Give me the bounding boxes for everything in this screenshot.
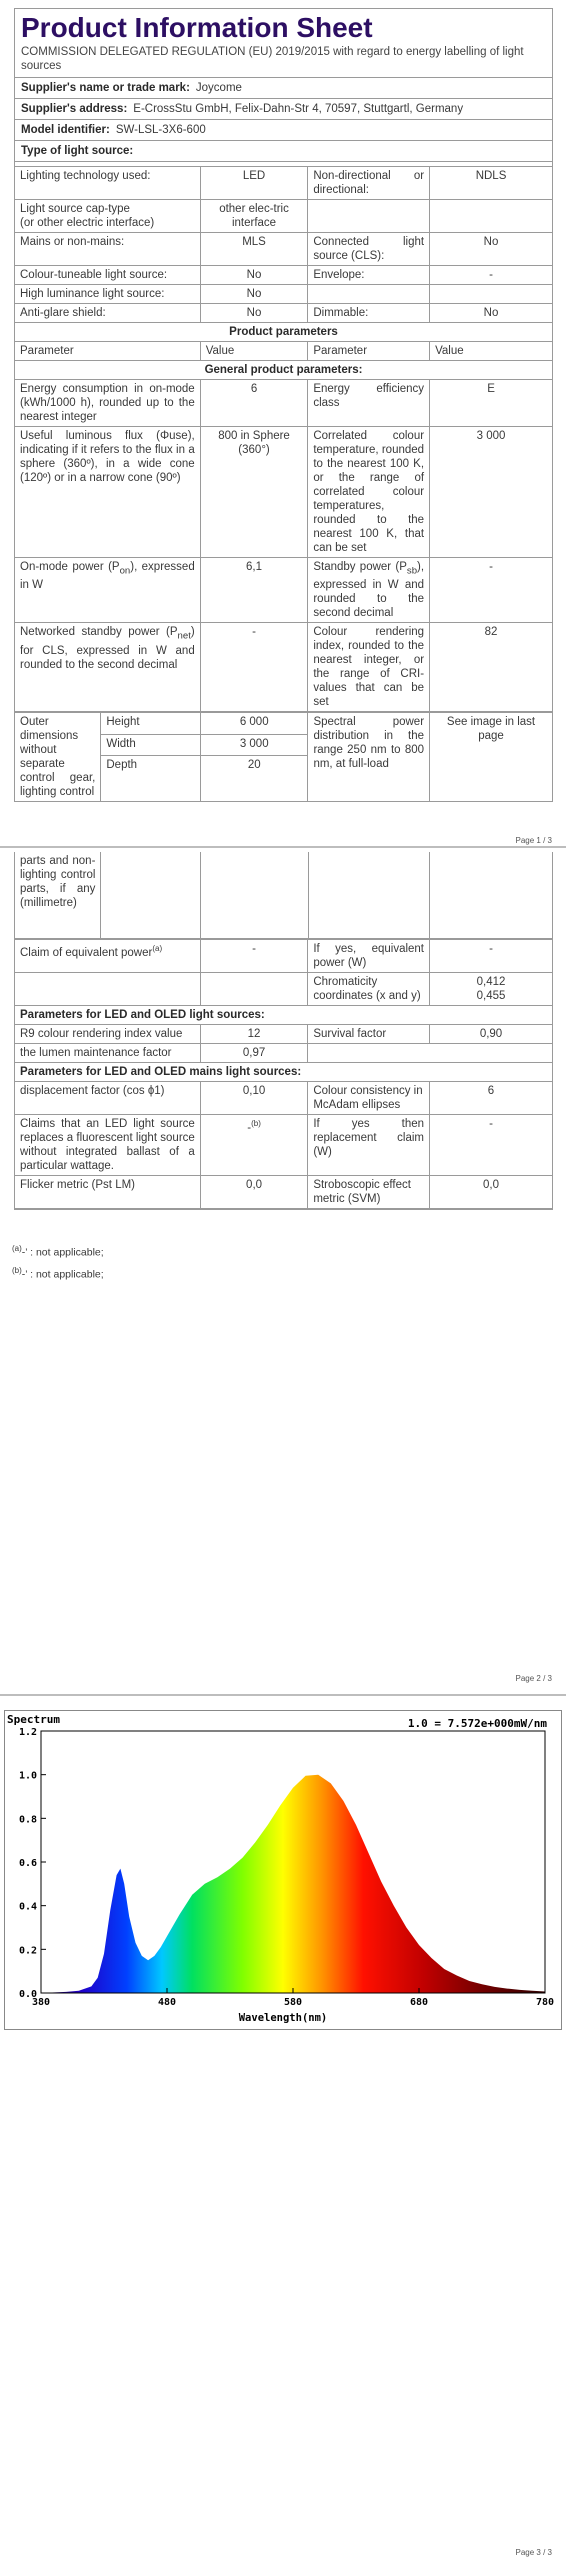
cell: Energy consumption in on-mode (kWh/1000 h), rounded up to the nearest integer	[15, 380, 200, 427]
supplier-name-label: Supplier's name or trade mark:	[21, 82, 190, 94]
cell: Correlated colour temperature, rounded to the nearest 100 K, or the range of correlated colour temperatures, rounded to the nearest 100 K, that can be set	[308, 427, 430, 558]
spectrum-chart	[5, 1711, 561, 2029]
x-tick-label: 380	[31, 1997, 51, 2008]
cell	[430, 285, 552, 304]
spectrum-chart-frame	[4, 1710, 562, 2030]
doc-title: Product Information Sheet	[21, 12, 373, 43]
supplier-address-label: Supplier's address:	[21, 103, 128, 115]
cell: Depth	[101, 755, 201, 801]
y-tick-label: 1.2	[18, 1727, 37, 1738]
cell: 6	[200, 380, 308, 427]
x-axis-label: Wavelength(nm)	[238, 2012, 328, 2024]
parameter-table	[15, 166, 552, 712]
model-identifier: SW-LSL-3X6-600	[115, 124, 206, 136]
table-row	[15, 558, 552, 623]
cell	[430, 852, 553, 938]
cell: No	[200, 266, 308, 285]
x-tick-label: 580	[283, 1997, 303, 2008]
cell: Envelope:	[308, 266, 430, 285]
table-row	[15, 200, 552, 233]
onp-sub: on	[119, 565, 131, 577]
cell: MLS	[200, 233, 308, 266]
cell	[308, 852, 429, 938]
cell: See image in last page	[430, 713, 552, 802]
table-row	[15, 167, 552, 200]
cell: 0,0	[430, 1175, 552, 1208]
cell	[308, 285, 430, 304]
cell: Parameter	[308, 342, 430, 361]
supplier-name: Joycome	[195, 82, 242, 94]
chart-title: Spectrum	[7, 1713, 60, 1726]
dimensions-table-continued	[15, 852, 552, 939]
cell	[430, 1043, 552, 1062]
section-heading: General product parameters:	[15, 361, 552, 380]
cell: 12	[200, 1024, 308, 1043]
page-3	[0, 1696, 566, 2560]
cell: displacement factor (cos ϕ1)	[15, 1081, 200, 1114]
table-row	[15, 1081, 552, 1114]
cell	[308, 1043, 430, 1062]
x-tick-label: 680	[409, 1997, 429, 2008]
cell	[15, 623, 200, 712]
y-tick-label: 0.2	[18, 1945, 37, 1957]
cell: Non-directional or directional:	[308, 167, 430, 200]
y-tick-label: 0.8	[18, 1814, 37, 1826]
cell	[15, 972, 200, 1005]
table-row	[15, 623, 552, 712]
cell: Anti-glare shield:	[15, 304, 200, 323]
cell: 6,1	[200, 558, 308, 623]
y-tick-label: 0.4	[18, 1901, 37, 1913]
onp-label-2: ), expressed in W	[20, 561, 195, 592]
cell: Energy efficiency class	[308, 380, 430, 427]
x-tick-label: 780	[535, 1997, 555, 2008]
y-tick-label: 1.0	[18, 1770, 37, 1782]
cell: Dimmable:	[308, 304, 430, 323]
cell: 0,97	[200, 1043, 308, 1062]
cell: 82	[430, 623, 552, 712]
spectrum-area	[41, 1775, 545, 1993]
table-row	[15, 972, 552, 1005]
cell: No	[430, 304, 552, 323]
cell: Outer dimensions without separate control gear, lighting control	[15, 713, 101, 802]
cell: Value	[200, 342, 308, 361]
cell: Survival factor	[308, 1024, 430, 1043]
cell: 0,10	[200, 1081, 308, 1114]
cell: Colour consistency in McAdam ellipses	[308, 1081, 430, 1114]
table-row	[15, 304, 552, 323]
cell	[15, 200, 200, 233]
cell: -	[200, 623, 308, 712]
cell: Flicker metric (Pst LM)	[15, 1175, 200, 1208]
page-number: Page 3 / 3	[515, 2548, 552, 2557]
table-row	[15, 323, 552, 342]
cap-label-2: (or other electric interface)	[20, 217, 155, 229]
cell: Parameter	[15, 342, 200, 361]
sbp-label: Standby power (P	[313, 561, 407, 573]
cell: the lumen maintenance factor	[15, 1043, 200, 1062]
page-1	[0, 0, 566, 846]
cell: High luminance light source:	[15, 285, 200, 304]
cell	[15, 939, 200, 972]
model-label: Model identifier:	[21, 124, 110, 136]
cell: LED	[200, 167, 308, 200]
table-row	[15, 713, 552, 734]
fl-value: -	[247, 1121, 252, 1134]
regulation-text: COMMISSION DELEGATED REGULATION (EU) 2019/2015 with regard to energy labelling of light sources	[15, 43, 552, 78]
chrom-x: 0,412	[476, 975, 506, 988]
cell: -	[430, 1114, 552, 1175]
page-2	[0, 848, 566, 1694]
cell: Claims that an LED light source replaces a fluorescent light source without integrated ballast of a particular wattage.	[15, 1114, 200, 1175]
cell: No	[430, 233, 552, 266]
cell: -	[200, 939, 308, 972]
table-row	[15, 1024, 552, 1043]
cell: Value	[430, 342, 552, 361]
cell: -	[430, 939, 552, 972]
cell: Useful luminous flux (Φuse), indicating if it refers to the flux in a sphere (360º), in a wide cone (120º) or in a narrow cone (90º)	[15, 427, 200, 558]
cell: Stroboscopic effect metric (SVM)	[308, 1175, 430, 1208]
fl-sup: (b)	[251, 1118, 261, 1128]
cell	[430, 200, 552, 233]
model-row	[15, 120, 552, 141]
footnote-b	[4, 1262, 112, 1284]
cell	[101, 852, 201, 938]
footnote-b-mark: (b)	[12, 1265, 22, 1275]
table-row	[15, 1062, 552, 1081]
cell: No	[200, 304, 308, 323]
table-row	[15, 1043, 552, 1062]
cell	[200, 1114, 308, 1175]
cell: No	[200, 285, 308, 304]
nsb-sub: net	[177, 630, 191, 642]
cell: Connected light source (CLS):	[308, 233, 430, 266]
page-number: Page 1 / 3	[515, 836, 552, 845]
type-label: Type of light source:	[21, 145, 134, 157]
nsb-label-2: ) for CLS, expressed in W and rounded to the second decimal	[20, 626, 195, 671]
cap-label: Light source cap-type	[20, 203, 130, 215]
cell	[200, 972, 308, 1005]
cell: 0,90	[430, 1024, 552, 1043]
cell: E	[430, 380, 552, 427]
table-row	[15, 361, 552, 380]
table-row	[15, 1005, 552, 1024]
onp-label: On-mode power (P	[20, 561, 120, 573]
sbp-label-2: ), expressed in W and rounded to the second decimal	[313, 561, 425, 620]
section-heading: Parameters for LED and OLED mains light sources:	[15, 1062, 552, 1081]
cell: 6	[430, 1081, 552, 1114]
cell: 20	[200, 755, 307, 801]
cell: parts and non-lighting control parts, if any (millimetre)	[15, 852, 101, 938]
cell: other elec-tric interface	[200, 200, 308, 233]
table-row	[15, 1175, 552, 1208]
cell: Lighting technology used:	[15, 167, 200, 200]
footnote-a-mark: (a)	[12, 1244, 22, 1253]
cell: Colour rendering index, rounded to the nearest integer, or the range of CRI-values that can be set	[308, 623, 430, 712]
type-row	[15, 141, 552, 162]
cell: 3 000	[430, 427, 552, 558]
cell	[308, 200, 430, 233]
ceq-label: Claim of equivalent power	[20, 946, 153, 959]
cell: If yes, equivalent power (W)	[308, 939, 430, 972]
table-row	[15, 285, 552, 304]
cell: 0,0	[200, 1175, 308, 1208]
cell: Mains or non-mains:	[15, 233, 200, 266]
footnotes	[4, 1240, 112, 1283]
chart-annotation: 1.0 = 7.572e+000mW/nm	[407, 1717, 547, 1730]
cell: Colour-tuneable light source:	[15, 266, 200, 285]
y-tick-label: 0.6	[18, 1858, 37, 1869]
cell: If yes then replacement claim (W)	[308, 1114, 430, 1175]
plot-area	[19, 1727, 554, 2008]
cell	[200, 852, 308, 938]
info-sheet-box-continued	[14, 852, 553, 1210]
table-row	[15, 852, 552, 938]
supplier-name-row	[15, 78, 552, 99]
cell	[15, 558, 200, 623]
nsb-label: Networked standby power (P	[20, 626, 178, 639]
table-row	[15, 266, 552, 285]
cell: NDLS	[430, 167, 552, 200]
section-heading: Parameters for LED and OLED light sources:	[15, 1005, 552, 1024]
cell: R9 colour rendering index value	[15, 1024, 200, 1043]
page-number: Page 2 / 3	[515, 1674, 552, 1683]
footnote-b-text: -’ : not applicable;	[21, 1268, 104, 1280]
info-sheet-box	[14, 8, 553, 802]
supplier-address-row	[15, 99, 552, 120]
cell: Spectral power distribution in the range 250 nm to 800 nm, at full-load	[308, 713, 430, 802]
cell	[430, 972, 552, 1005]
cell: 800 in Sphere (360°)	[200, 427, 308, 558]
dimensions-table	[15, 712, 552, 801]
x-tick-label: 480	[157, 1997, 177, 2008]
table-row	[15, 380, 552, 427]
supplier-address: E-CrossStu GmbH, Felix-Dahn-Str 4, 70597, Stuttgartl, Germany	[133, 103, 464, 115]
table-row	[15, 342, 552, 361]
cell: Chromaticity coordinates (x and y)	[308, 972, 430, 1005]
cell: Height	[101, 713, 201, 734]
table-row	[15, 233, 552, 266]
cell: -	[430, 558, 552, 623]
footnote-a	[4, 1240, 112, 1262]
table-row	[15, 1114, 552, 1175]
cell	[308, 558, 430, 623]
sbp-sub: sb	[406, 565, 418, 577]
table-row	[15, 939, 552, 972]
cell: -	[430, 266, 552, 285]
ceq-sup: (a)	[152, 943, 163, 953]
y-tick-label: 0.0	[18, 1989, 37, 2000]
chrom-y: 0,455	[476, 989, 506, 1002]
parameter-table-2	[15, 939, 552, 1209]
table-row	[15, 427, 552, 558]
cell: 3 000	[200, 734, 307, 755]
section-heading: Product parameters	[15, 323, 552, 342]
cell: 6 000	[200, 713, 307, 734]
footnote-a-text: -’ : not applicable;	[21, 1246, 104, 1259]
cell: Width	[101, 734, 201, 755]
